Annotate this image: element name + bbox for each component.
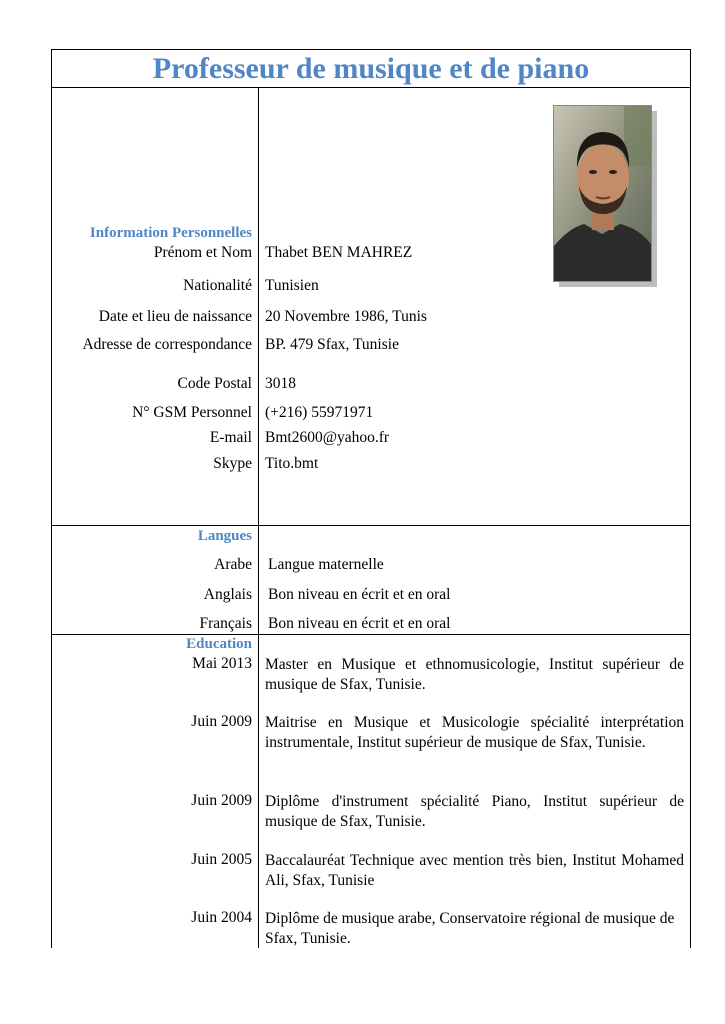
table-border-personal-bottom [51, 525, 691, 526]
name-label: Prénom et Nom [153, 244, 252, 261]
languages-heading: Langues [197, 528, 252, 544]
profile-photo [553, 105, 652, 282]
language-label-arabic: Arabe [214, 556, 252, 573]
birth-value: 20 Novembre 1986, Tunis [265, 308, 427, 325]
education-entry: Baccalauréat Technique avec mention très bien, Institut Mohamed Ali, Sfax, Tunisie [265, 852, 684, 889]
email-value: Bmt2600@yahoo.fr [265, 429, 390, 446]
education-date: Mai 2013 [192, 655, 252, 672]
language-label-french: Français [199, 615, 252, 632]
education-date: Juin 2004 [191, 909, 252, 926]
personal-info-heading: Information Personnelles [89, 225, 252, 241]
postal-code-value: 3018 [265, 375, 296, 392]
education-heading: Education [186, 636, 252, 652]
name-value: Thabet BEN MAHREZ [265, 244, 413, 261]
language-level-arabic: Langue maternelle [268, 556, 384, 573]
address-value: BP. 479 Sfax, Tunisie [265, 336, 399, 353]
skype-value: Tito.bmt [265, 455, 319, 472]
table-column-divider [258, 87, 259, 948]
birth-label: Date et lieu de naissance [98, 308, 252, 325]
postal-code-label: Code Postal [177, 375, 252, 392]
nationality-value: Tunisien [265, 277, 319, 294]
education-date: Juin 2005 [191, 851, 252, 868]
education-date: Juin 2009 [191, 792, 252, 809]
email-label: E-mail [209, 429, 252, 446]
education-entry: Diplôme d'instrument spécialité Piano, Institut supérieur de musique de Sfax, Tunisie. [265, 793, 684, 830]
language-label-english: Anglais [203, 586, 252, 603]
address-label: Adresse de correspondance [82, 336, 252, 353]
table-border-left [51, 49, 52, 948]
education-entry: Diplôme de musique arabe, Conservatoire régional de musique de Sfax, Tunisie. [265, 910, 675, 947]
table-border-right [690, 49, 691, 948]
language-level-english: Bon niveau en écrit et en oral [268, 586, 451, 603]
education-date: Juin 2009 [191, 713, 252, 730]
skype-label: Skype [213, 455, 252, 472]
language-level-french: Bon niveau en écrit et en oral [268, 615, 451, 632]
education-entry: Maitrise en Musique et Musicologie spécialité interprétation instrumentale, Institut supérieur de musique de Sfax, Tunisie. [265, 714, 684, 751]
education-entry: Master en Musique et ethnomusicologie, Institut supérieur de musique de Sfax, Tunisie. [265, 656, 684, 693]
phone-label: N° GSM Personnel [132, 404, 252, 421]
page-title: Professeur de musique et de piano [152, 52, 590, 85]
table-border-languages-bottom [51, 634, 691, 635]
phone-value: (+216) 55971971 [265, 404, 374, 421]
nationality-label: Nationalité [183, 277, 252, 294]
portrait-image [554, 106, 651, 281]
